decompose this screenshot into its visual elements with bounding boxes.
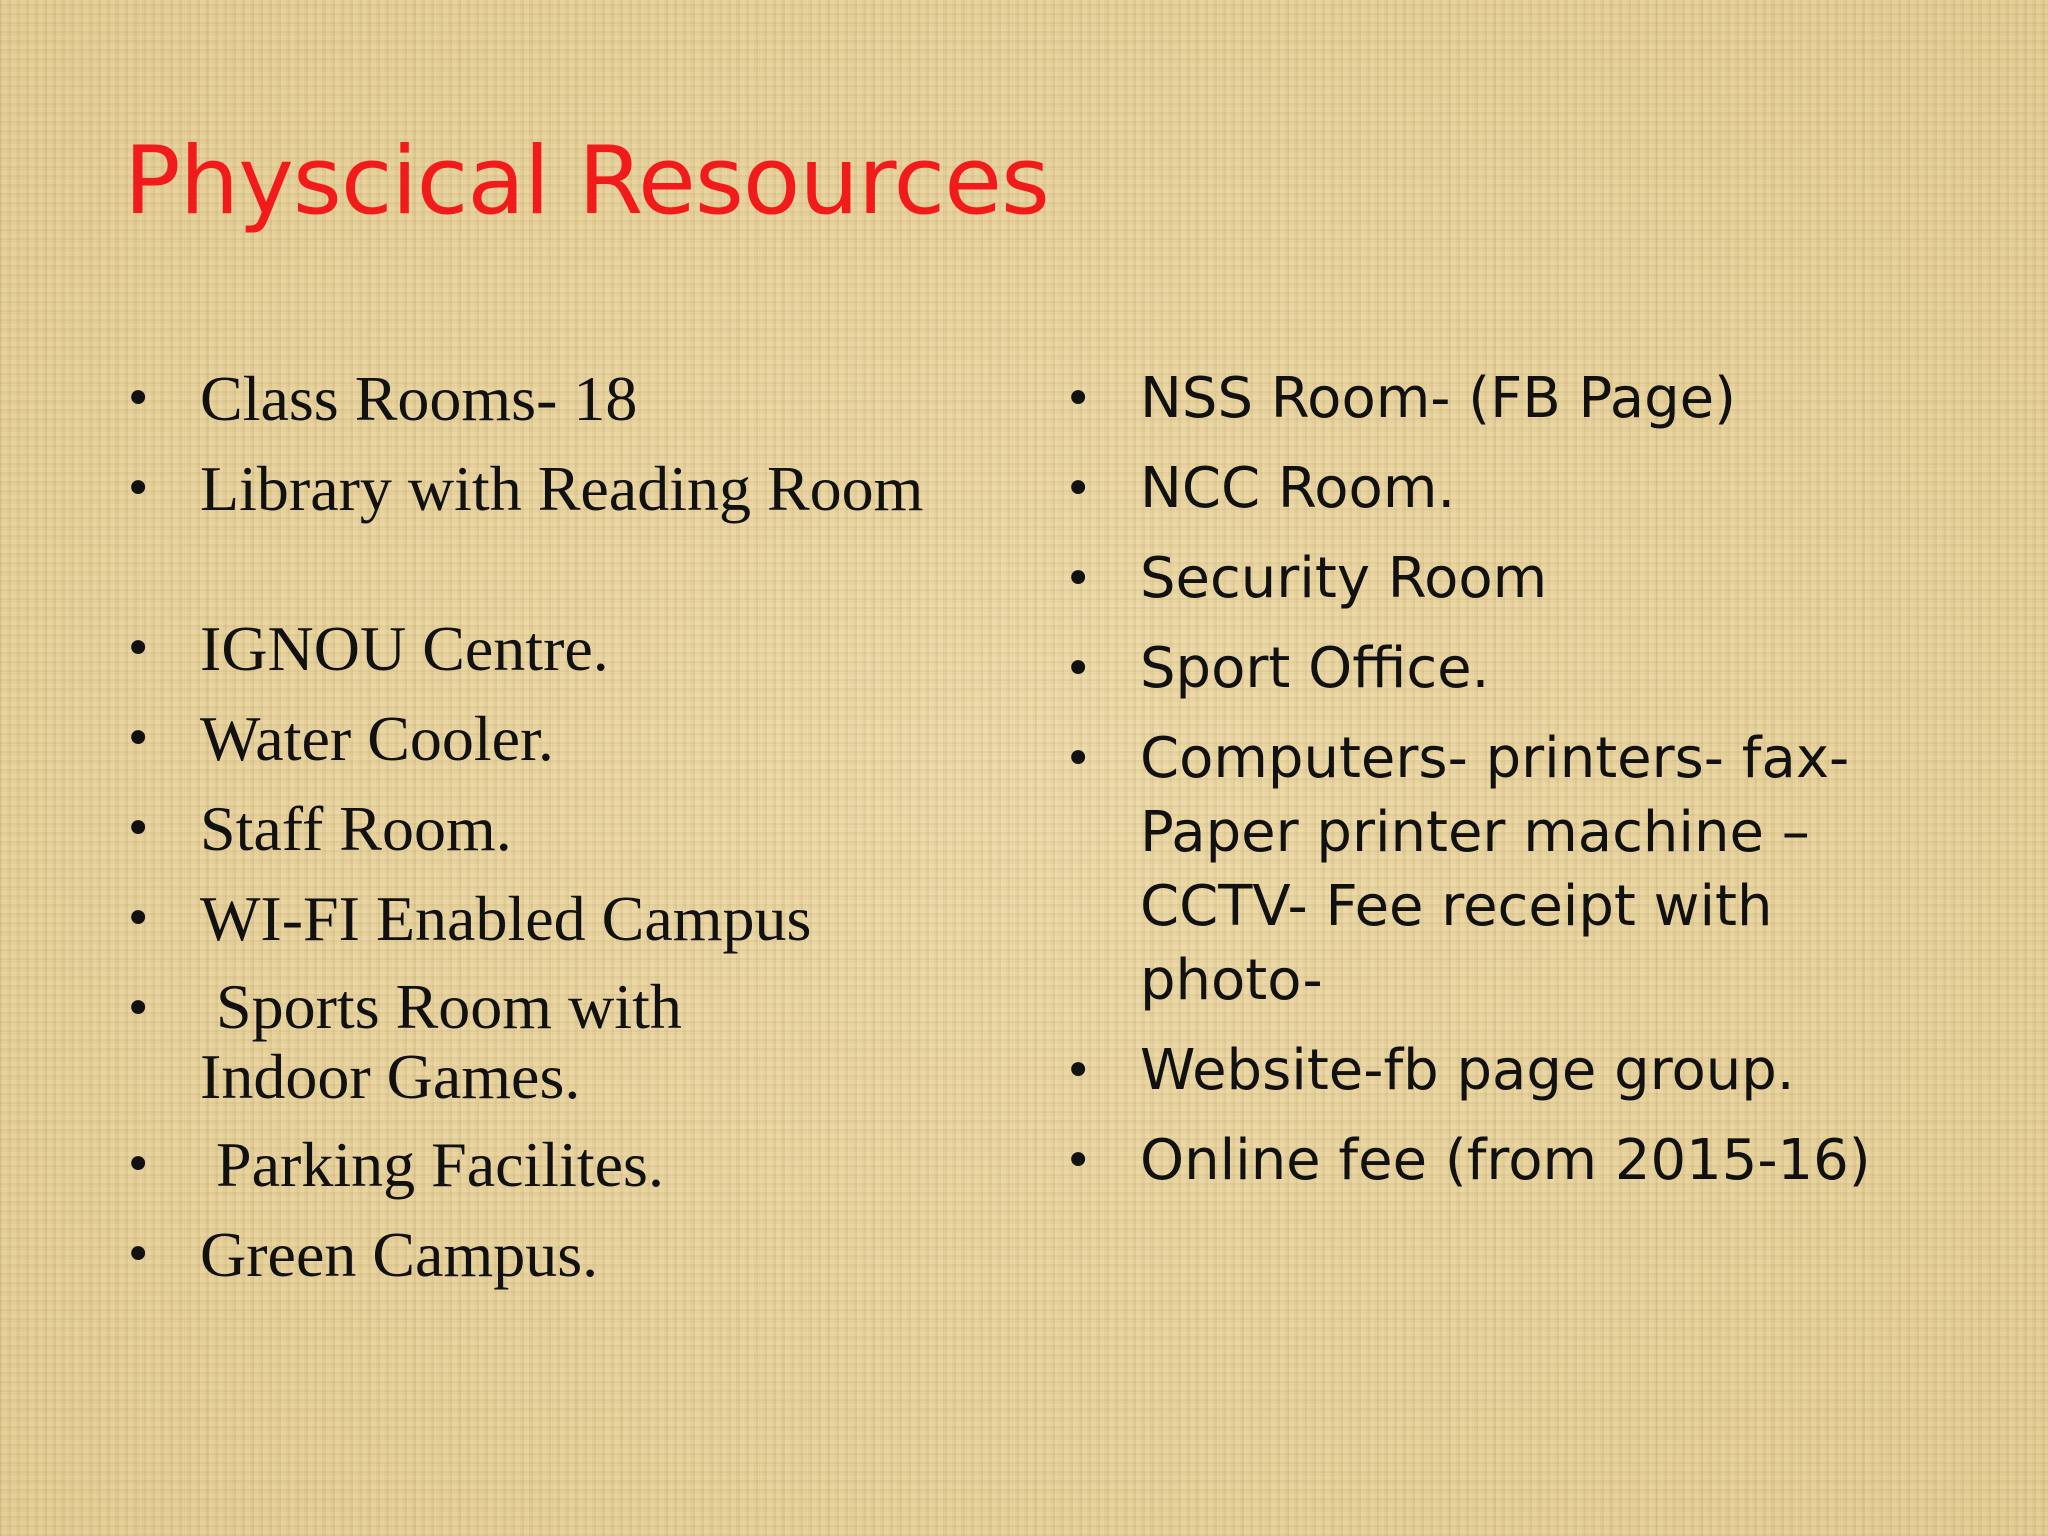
list-item	[120, 882, 1000, 956]
list-item-text: Parking Facilites.	[200, 1129, 664, 1200]
bullet-icon: •	[124, 891, 153, 947]
bullet-icon: •	[124, 711, 153, 767]
list-item-text: NSS Room- (FB Page)	[1140, 366, 1736, 431]
list-item-text: Staff Room.	[200, 793, 512, 864]
list-item	[1060, 1124, 1960, 1198]
list-item-text: Water Cooler.	[200, 703, 554, 774]
list-item	[1060, 362, 1960, 436]
left-bullet-list	[120, 362, 1000, 1308]
list-item	[120, 1218, 1000, 1292]
list-item-text: IGNOU Centre.	[200, 613, 609, 684]
list-item-text: Computers- printers- fax- Paper printer machine – CCTV- Fee receipt with photo-	[1140, 726, 1850, 1013]
bullet-icon: •	[1064, 1043, 1093, 1099]
bullet-icon: •	[1064, 641, 1093, 697]
slide-title: Physcical Resources	[124, 127, 1049, 236]
list-item	[1060, 452, 1960, 526]
list-item-text: Green Campus.	[200, 1219, 599, 1290]
right-bullet-list	[1060, 362, 1960, 1214]
list-item-text: Sport Office.	[1140, 636, 1490, 701]
bullet-icon: •	[124, 461, 153, 517]
bullet-icon: •	[1064, 551, 1093, 607]
list-item	[120, 972, 1000, 1112]
bullet-icon: •	[124, 371, 153, 427]
list-item	[120, 1128, 1000, 1202]
bullet-icon: •	[1064, 731, 1093, 787]
list-item	[1060, 1034, 1960, 1108]
list-item	[1060, 542, 1960, 616]
bullet-icon: •	[124, 1137, 153, 1193]
bullet-icon: •	[124, 801, 153, 857]
bullet-icon: •	[124, 981, 153, 1037]
list-item	[120, 612, 1000, 686]
list-item	[120, 362, 1000, 436]
list-item-text: WI-FI Enabled Campus	[200, 883, 812, 954]
bullet-icon: •	[1064, 461, 1093, 517]
list-item-text: Sports Room with Indoor Games.	[200, 971, 698, 1112]
list-item	[1060, 632, 1960, 706]
list-spacer	[120, 542, 1000, 612]
list-item	[1060, 722, 1960, 1018]
list-item-text: Library with Reading Room	[200, 453, 924, 524]
list-item-text: Online fee (from 2015-16)	[1140, 1128, 1871, 1193]
bullet-icon: •	[124, 621, 153, 677]
list-item-text: NCC Room.	[1140, 456, 1456, 521]
bullet-icon: •	[124, 1227, 153, 1283]
list-item	[120, 702, 1000, 776]
list-item	[120, 792, 1000, 866]
list-item	[120, 452, 1000, 526]
bullet-icon: •	[1064, 1133, 1093, 1189]
list-item-text: Website-fb page group.	[1140, 1038, 1795, 1103]
bullet-icon: •	[1064, 371, 1093, 427]
list-item-text: Class Rooms- 18	[200, 363, 638, 434]
list-item-text: Security Room	[1140, 546, 1548, 611]
